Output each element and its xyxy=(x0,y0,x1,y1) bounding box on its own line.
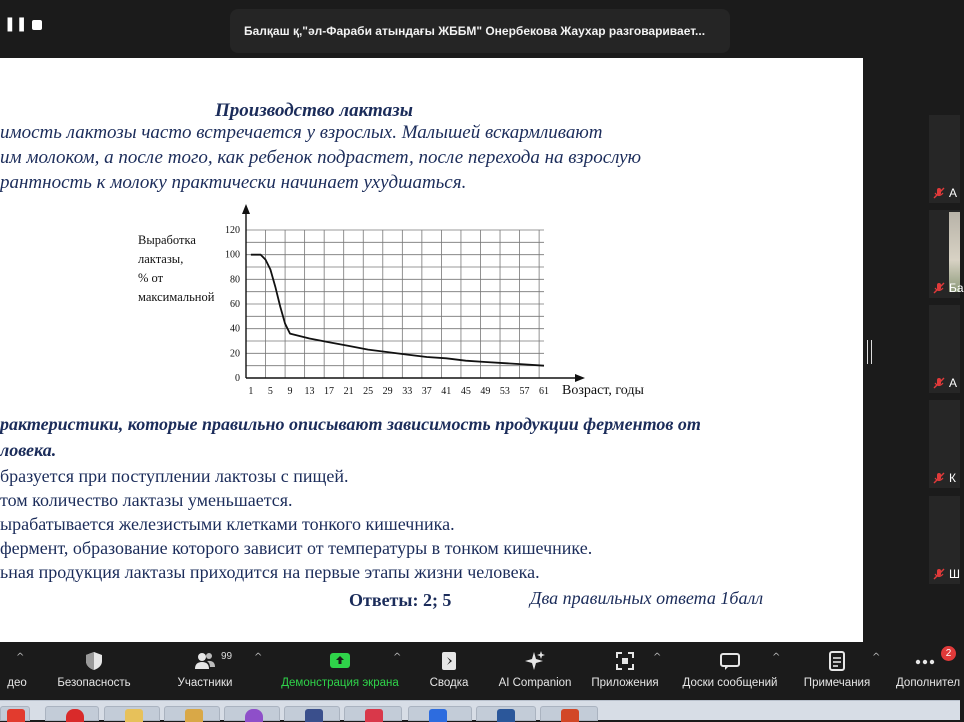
x-tick-label: 13 xyxy=(304,386,315,397)
x-tick-label: 57 xyxy=(519,386,530,397)
participant-video xyxy=(949,212,960,292)
x-tick-label: 25 xyxy=(363,386,374,397)
panel-resize-handle[interactable] xyxy=(867,340,872,364)
intro-line-2: им молоком, а после того, как ребенок подрастет, после перехода на взрослую xyxy=(0,147,641,168)
document-title: Производство лактазы xyxy=(215,100,413,121)
y-tick-label: 60 xyxy=(230,299,240,310)
participant-name: А xyxy=(949,186,958,200)
y-tick-label: 100 xyxy=(225,249,240,261)
option-2: том количество лактазы уменьшается. xyxy=(0,490,293,510)
apps-options-caret-icon[interactable]: ^ xyxy=(653,652,662,663)
participant-name: А xyxy=(949,376,958,390)
floppy-taskbar-icon[interactable] xyxy=(284,706,340,721)
yandex-browser-taskbar-icon[interactable] xyxy=(0,706,30,721)
x-axis-label: Возраст, годы xyxy=(562,383,644,398)
option-3: ырабатывается железистыми клетками тонкого кишечника. xyxy=(0,514,455,534)
option-1: бразуется при поступлении лактозы с пищей. xyxy=(0,466,349,486)
x-tick-label: 17 xyxy=(324,386,335,397)
x-tick-label: 5 xyxy=(267,386,273,397)
file-explorer-taskbar-icon[interactable] xyxy=(104,706,160,721)
summary-button[interactable] xyxy=(418,642,480,700)
apps-icon xyxy=(614,650,636,672)
x-tick-label: 61 xyxy=(539,386,549,397)
lactase-chart xyxy=(130,198,650,408)
participant-tile[interactable] xyxy=(929,210,964,298)
y-axis-label: Выработка xyxy=(138,233,196,247)
intro-line-1: имость лактозы часто встречается у взрослых. Малышей вскармливают xyxy=(0,122,603,143)
apps-label: Приложения xyxy=(591,677,659,689)
participants-button[interactable] xyxy=(165,642,245,700)
message-boards-button[interactable] xyxy=(675,642,785,700)
intro-line-3: рантность к молоку практически начинает ухудшаться. xyxy=(0,172,467,193)
x-tick-label: 49 xyxy=(480,386,491,397)
x-tick-label: 37 xyxy=(421,386,432,397)
opera-taskbar-icon[interactable] xyxy=(45,706,99,721)
summary-label: Сводка xyxy=(429,677,469,689)
y-tick-label: 20 xyxy=(230,348,240,360)
video-options-caret-icon[interactable]: ^ xyxy=(16,652,25,663)
top-bar xyxy=(0,0,960,58)
y-tick-label: 0 xyxy=(235,373,240,384)
speaker-banner: Балқаш қ,"әл-Фараби атындағы ЖББМ" Онербекова Жаухар разговаривает... xyxy=(230,9,730,53)
notification-badge: 2 xyxy=(941,646,956,661)
meeting-toolbar xyxy=(0,642,960,700)
more-label: Дополнител xyxy=(896,677,961,689)
x-tick-label: 53 xyxy=(499,386,510,397)
message-boards-label: Доски сообщений xyxy=(682,677,778,689)
y-tick-label: 40 xyxy=(230,323,240,335)
ai-companion-button[interactable] xyxy=(492,642,578,700)
y-tick-label: 120 xyxy=(225,225,240,236)
answer-text: Ответы: 2; 5 xyxy=(349,590,452,610)
participant-tile[interactable] xyxy=(929,305,960,393)
y-axis-label: максимальной xyxy=(138,290,215,304)
notes-button[interactable] xyxy=(796,642,878,700)
participants-count: 99 xyxy=(221,651,233,662)
participant-tile[interactable] xyxy=(929,496,960,584)
x-tick-label: 21 xyxy=(343,386,354,397)
notes-icon xyxy=(826,650,848,672)
mic-muted-icon xyxy=(933,472,945,484)
word-taskbar-icon[interactable] xyxy=(476,706,536,721)
y-axis-label: лактазы, xyxy=(138,252,184,266)
folder-taskbar-icon[interactable] xyxy=(164,706,220,721)
notes-label: Примечания xyxy=(803,677,871,689)
ai-companion-label: AI Companion xyxy=(498,677,572,689)
xmind-taskbar-icon[interactable] xyxy=(344,706,402,721)
notes-options-caret-icon[interactable]: ^ xyxy=(872,652,881,663)
option-4: фермент, образование которого зависит от температуры в тонком кишечнике. xyxy=(0,538,593,558)
participant-tile[interactable] xyxy=(929,115,960,203)
share-screen-button[interactable] xyxy=(272,642,408,700)
share-screen-label: Демонстрация экрана xyxy=(281,677,399,689)
question-line-2: ловека. xyxy=(0,440,57,460)
zoom-taskbar-icon[interactable] xyxy=(408,706,472,721)
participants-label: Участники xyxy=(177,677,233,689)
mic-muted-icon xyxy=(933,568,945,580)
participant-name: К xyxy=(949,471,956,485)
participants-options-caret-icon[interactable]: ^ xyxy=(254,652,263,663)
boards-options-caret-icon[interactable]: ^ xyxy=(772,652,781,663)
video-label: део xyxy=(7,677,27,689)
participant-name: Ш xyxy=(949,567,960,581)
x-tick-label: 41 xyxy=(441,386,452,397)
stop-share-icon[interactable] xyxy=(32,20,42,30)
x-tick-label: 29 xyxy=(382,386,393,397)
x-axis-arrow xyxy=(575,374,585,382)
participants-icon xyxy=(194,650,216,672)
x-tick-label: 45 xyxy=(460,386,471,397)
message-board-icon xyxy=(719,650,741,672)
shared-document xyxy=(0,58,863,642)
mic-muted-icon xyxy=(933,282,945,294)
ai-sparkle-icon xyxy=(524,650,546,672)
y-tick-label: 80 xyxy=(230,274,240,286)
shield-icon xyxy=(83,650,105,672)
apps-button[interactable] xyxy=(586,642,664,700)
viber-taskbar-icon[interactable] xyxy=(224,706,280,721)
option-5: ьная продукция лактазы приходится на первые этапы жизни человека. xyxy=(0,562,540,582)
powerpoint-taskbar-icon[interactable] xyxy=(540,706,598,721)
participant-tile[interactable] xyxy=(929,400,960,488)
security-button[interactable] xyxy=(48,642,140,700)
score-note: Два правильных ответа 1балл xyxy=(530,588,764,608)
mic-muted-icon xyxy=(933,377,945,389)
mic-muted-icon xyxy=(933,187,945,199)
share-options-caret-icon[interactable]: ^ xyxy=(393,652,402,663)
x-tick-label: 33 xyxy=(402,386,413,397)
participant-name: Ба xyxy=(949,281,964,295)
x-tick-label: 9 xyxy=(287,386,293,397)
summary-icon xyxy=(438,650,460,672)
y-axis-arrow xyxy=(242,204,250,214)
more-dots-icon xyxy=(914,650,936,672)
security-label: Безопасность xyxy=(57,677,131,689)
pause-share-icon[interactable]: ❚❚ xyxy=(4,16,28,32)
share-screen-icon xyxy=(329,650,351,672)
y-axis-label: % от xyxy=(138,271,164,285)
x-tick-label: 1 xyxy=(248,386,254,397)
question-line-1: рактеристики, которые правильно описывают зависимость продукции ферментов от xyxy=(0,414,701,434)
video-button[interactable] xyxy=(0,642,34,700)
os-taskbar xyxy=(0,700,960,720)
